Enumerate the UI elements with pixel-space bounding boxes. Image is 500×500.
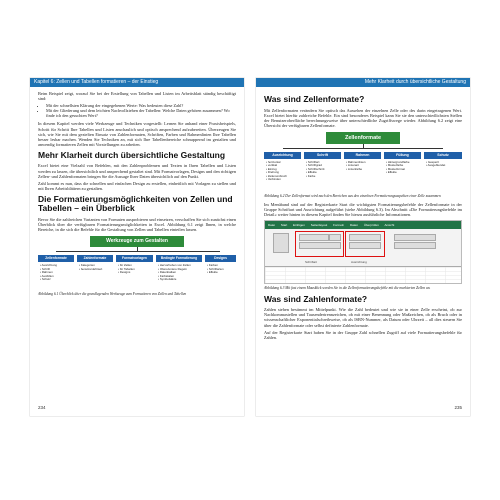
list-item: • Designs [118,271,135,275]
subsection-heading: Die Formatierungsmöglichkeiten von Zellen und Tabellen – ein Überblick [38,193,233,214]
right-page [256,78,470,416]
category-box: Schrift [304,152,341,159]
figure-caption: Abbildung 6.3 Mit fast einem Mausklick werden Sie in die Zellenformatierungsbefehle mit die markierten Zellen an. [264,286,431,291]
list-item: • Obere/untere Regeln [158,268,191,272]
list-item: • Rahmenlinien [346,161,366,165]
list-item: • Einzug [266,168,287,172]
category-item-list [158,264,191,282]
list-item: • Schriftgrad [306,164,324,168]
paragraph: Im Menüband sind auf der Registerkarte Start die wichtigsten Formatierungsbefehle der Zellenformate in der Gruppe Schriftart und Ausrichtung aufgeführt (siehe Abbildung 6.3). Im Abschnitt »Die Formatierungsbefehle im Detail« weiter hinten in diesem Kapitel finden Sie hierzu ausführliche Informationen. [264,202,462,218]
section-heading: Was sind Zahlenformate? [264,293,368,304]
list-item: • Schriftart [306,161,324,165]
figure-caption: Abbildung 6.1 Überblick über die grundlegenden Werkzeuge zum Formatieren von Zellen und Tabellen [38,292,187,297]
group-label-font: Schriftart [305,260,318,265]
diagram-top-box: Werkzeuge zum Gestalten [90,236,184,247]
highlight-frame-alignment [345,231,385,257]
left-content [38,91,236,300]
bullet-item: • Mit der schnellsten Klärung der eingegebenen Werte: Was bedeuten diese Zahl? [46,103,236,108]
ribbon-tab: Ansicht [384,223,395,228]
page-number: 235 [454,405,462,410]
list-item: • Schrift [40,268,57,272]
ribbon-tools [269,231,457,259]
list-item: • Linienfarbe [346,168,366,172]
ribbon-tab: Formeln [333,223,345,228]
paste-icon [273,233,289,253]
list-item: • Farbskalen [158,275,191,279]
section-heading: Mehr Klarheit durch übersichtliche Gestaltung [38,149,226,160]
number-format-buttons [394,242,436,249]
cell-formats-diagram [264,130,462,192]
ribbon-tab: Datei [268,223,276,228]
list-item: • vertikal [266,164,287,168]
category-box: Designs [205,255,236,262]
list-item: • horizontal [266,161,287,165]
section-paragraph-2: Zahl kommt es nun, dass die schnellen und einfachen Design zu erstellen, einheitlich mit Vorlagen zu stellen und mit Ihren Arbeitsblättern zu gestalten. [38,180,236,191]
worksheet-grid [265,266,461,283]
number-format-dropdown [394,234,436,241]
category-item-list [266,161,287,182]
left-running-header: Kapitel 6: Zellen und Tabellen formatieren – der Einstieg [30,78,244,87]
list-item: • Effekte [306,171,324,175]
intro-paragraph-2: In diesem Kapitel werden viele Werkzeuge und Techniken vorgestellt: Lernen Sie anhand einer Praxisbeispiels, Schritt für Schritt Ihre Tabellen und Listen anschaulich und optisch ansprechend aufzubereiten. Überzeugen Sie sich, wie Sie mit dem gezielten Einsatz von Zahlenformaten, Schriften, Farben und Rahmenlinien Ihre Tabellen besser lesbar machen. Wenden Sie Techniken an, mit sich Ihre Tabellenbereiche schnuppernd im gestalten und anwendig formatieren Zellen mit Vorstellungen zu arbeiten. [38,121,236,147]
list-item: • Musterformat [386,168,410,172]
list-item: • Schriftarten [207,268,224,272]
list-item: • benutzerdefiniert [79,268,102,272]
list-item: • Farben [207,264,224,268]
category-box: Rahmen [344,152,381,159]
list-item: • Verbinden [266,178,287,182]
connector-line [283,148,443,149]
list-item: • Linienart [346,164,366,168]
tools-diagram [38,234,236,290]
paragraph: Auf der Registerkarte Start haben Sie in der Gruppe Zahl schnellen Zugriff auf viele Formatierungsbefehle für Zahlen. [264,329,462,340]
ribbon-tab: Seitenlayout [310,223,328,228]
category-box: Zellenformate [38,255,74,262]
category-item-list [79,264,102,271]
diagram-top-box: Zellenformate [326,132,400,144]
category-item-list [426,161,445,168]
list-item: • Gesperrt [426,161,445,165]
ribbon-tab: Daten [349,223,358,228]
list-item: • für Zellen [118,264,135,268]
category-item-list [386,161,410,175]
group-label-alignment: Ausrichtung [351,260,367,265]
bullet-item: • Mit der Gliederung und dem leichten Nachvollziehen der Tabellen: Welche Daten gehören zusammen? Wo finde ich den gesuchten Wert? [46,108,236,118]
list-item: • für Tabellen [118,268,135,272]
ribbon-tab: Einfügen [293,223,305,228]
list-item: • Hintergrundfarbe [386,161,410,165]
list-item: • Ausgeblendet [426,164,445,168]
paragraph: Mit Zellenformaten verändern Sie optisch das Aussehen der einzelnen Zelle oder des darin eingetragenen Wert. Excel bietet hierfür zahlreiche Befehle. Ein sind besonderes Beispiel kann Sie sie den unterschiedlichsten Stellen der Benutzeroberfläche berechnungsweise über unterschiedliche Zugriffswege wieder. Abbildung 6.2 zeigt eine Übersicht der verfügbaren Zellenformate. [264,107,462,128]
list-item: • Schutz [40,278,57,282]
category-box: Bedingte Formatierung [156,255,202,262]
section-paragraph-1: Excel bietet eine Vielzahl von Befehlen, mit den Zahlenproblemen und Texten in Ihren Tabellen und Listen werden zu lassen, die übersichtlich und ansprechend gestaltet sind. Mit Formatvorlagen, Designs und den richtigen Zellen- und Zahlenformaten bringen Sie die Aussage Ihrer Daten übersichtlich auf den Punkt. [38,163,236,179]
list-item: • Rahmen [40,271,57,275]
ribbon-tabs [265,221,461,229]
list-item: • Symbolsätze [158,278,191,282]
category-item-list [346,161,366,172]
highlight-frame-font [295,231,344,257]
connector-line [56,251,220,252]
list-item: • Hervorheben von Zellen [158,264,191,268]
list-item: • Musterfarbe [386,164,410,168]
section-heading: Was sind Zellenformate? [264,94,365,104]
intro-bullet-list [38,103,236,118]
list-item: • Zeilenumbruch [266,175,287,179]
right-running-header: Mehr Klarheit durch übersichtliche Gestaltung [256,78,470,87]
list-item: • Kategorien [79,264,102,268]
ribbon-tab: Start [280,223,288,228]
list-item: • Ausfüllen [40,275,57,279]
intro-paragraph-1: Beim Beispiel zeigt, worauf Sie bei der Erstellung von Tabellen und Listen im Arbeitsblatt ständig beschäftigt sind: [38,91,236,102]
list-item: • Effekte [207,271,224,275]
category-item-list [207,264,224,275]
paragraph: Zahlen stehen bestimmt im Mittelpunkt. Wie die Zahl bedeutet und wie sie in einer Zelle erscheint, ob zur Nachkommastellen und Tausendertrennzeichen, ob mit einer Benennung oder Maßzeichen, ob als Bruch oder in wissenschaftlicher Exponentialschreibweise, ob als ISBN-Nummer, als Datum oder Uhrzeit – all dies steuern Sie über die Zahlenformate oder selbst definierte Zahlenformate. [264,307,462,328]
subsection-paragraph: Bevor Sie die zahlreichen Varianten von Formaten ausprobieren und einsetzen, verschaffen Sie sich zunächst einen Überblick über die verfügbaren Formatierungsmöglichkeiten in Excel. Abbildung 6.1 zeigt Ihnen, in welche Bereiche, in die sich die Befehle für die Gestaltung von Zellen und Tabellen einteilen lassen. [38,216,236,233]
category-box: Zahlenformate [77,255,113,262]
category-box: Ausrichtung [264,152,301,159]
excel-ribbon-screenshot [264,220,462,284]
left-page [30,78,244,416]
figure-caption: Abbildung 6.2 Der Zellenformat wird nach den Bereichen aus den einzelnen Formatierungsaspekten einer Zelle zusammen [264,193,441,198]
list-item: • Effekte [386,171,410,175]
list-item: • Datenbalken [158,271,191,275]
ribbon-tab: Überprüfen [363,223,379,228]
list-item: • Ausrichtung [40,264,57,268]
list-item: • Schriftschnitt [306,168,324,172]
list-item: • Drehung [266,171,287,175]
category-box: Formatvorlagen [116,255,153,262]
list-item: • Farbe [306,175,324,179]
category-item-list [40,264,57,282]
category-item-list [118,264,135,275]
page-number: 234 [38,405,46,410]
category-box: Füllung [384,152,421,159]
category-box: Schutz [424,152,462,159]
right-content [264,91,462,342]
category-item-list [306,161,324,179]
